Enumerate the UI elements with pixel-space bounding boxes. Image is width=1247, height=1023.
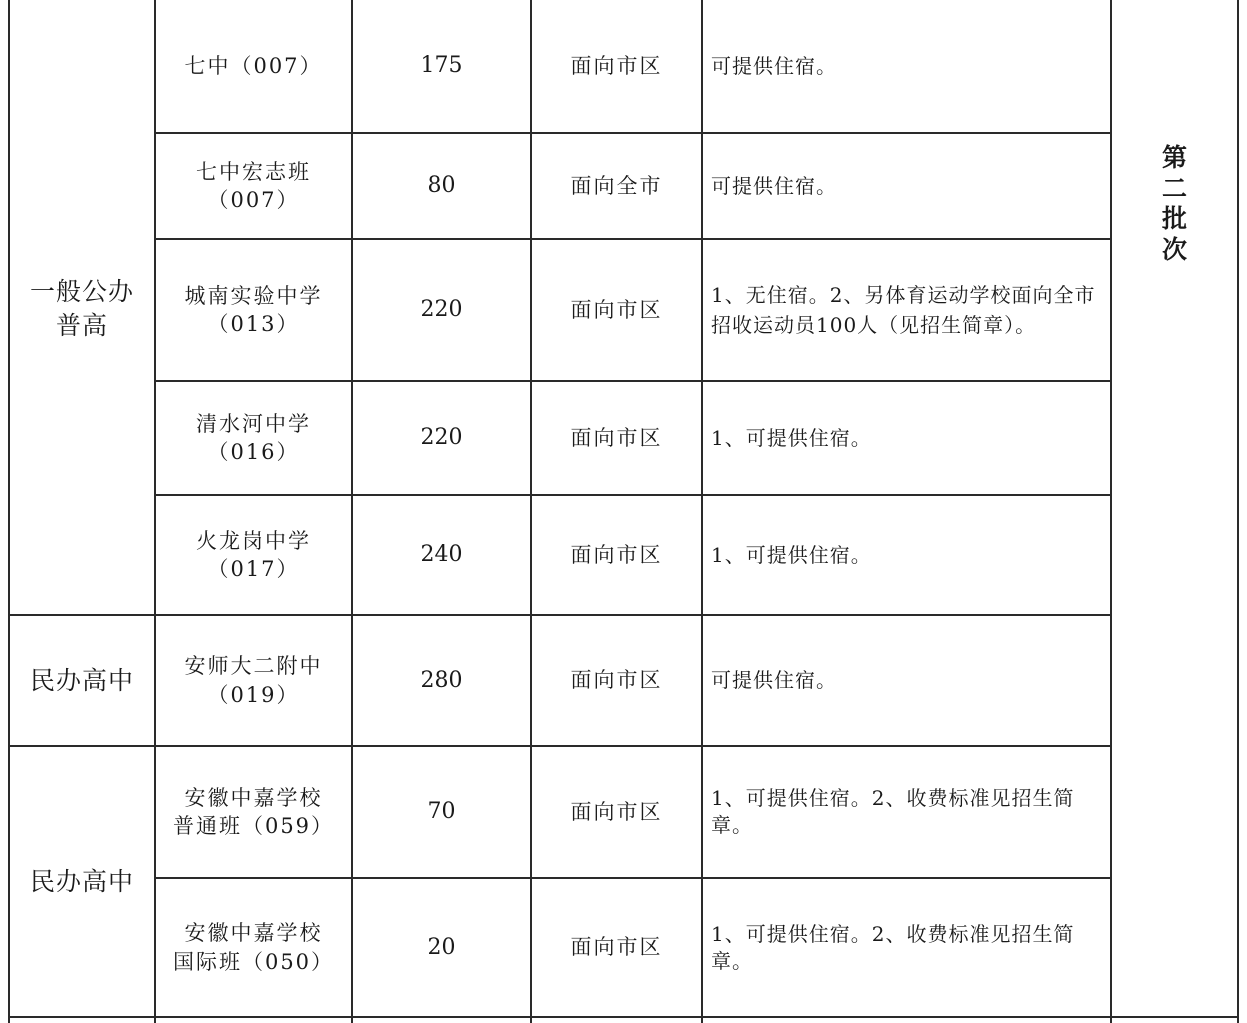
table-row-school: 七中（007） — [184, 53, 323, 78]
table-row-quota: 220 — [420, 297, 463, 323]
group-type-public: 一般公办 普高 — [29, 277, 134, 340]
table-row-school: 清水河中学 （016） — [196, 411, 311, 464]
table-row-note: 可提供住宿。 — [711, 53, 837, 78]
batch-label — [1112, 0, 1237, 1016]
table-row-scope: 面向全市 — [570, 173, 663, 198]
table-row-scope: 面向市区 — [570, 668, 663, 693]
table-row-quota: 175 — [420, 53, 463, 79]
table-row-scope: 面向市区 — [570, 799, 663, 824]
table-row-note: 1、可提供住宿。 — [711, 542, 872, 567]
table-row-note: 1、无住宿。2、另体育运动学校面向全市招收运动员100人（见招生简章）。 — [711, 283, 1096, 337]
table-row-quota: 20 — [427, 934, 456, 960]
grid-line-bottom — [8, 1016, 1239, 1018]
table-row-school: 七中宏志班 （007） — [196, 159, 311, 212]
table-row-quota: 280 — [420, 667, 463, 693]
grid-line-v6 — [1237, 0, 1239, 1023]
table-row-note: 1、可提供住宿。 — [711, 425, 872, 450]
table-row-quota: 240 — [420, 542, 463, 568]
table-row-school: 火龙岗中学 （017） — [196, 528, 311, 581]
table-row-note: 1、可提供住宿。2、收费标准见招生简章。 — [711, 921, 1075, 973]
batch-char-2: 二 — [1161, 173, 1187, 203]
table-row-school: 安徽中嘉学校 国际班（050） — [172, 921, 335, 974]
table-row-school: 安徽中嘉学校 普通班（059） — [172, 785, 335, 838]
group-type-private-1: 民办高中 — [29, 665, 134, 695]
table-row-scope: 面向市区 — [570, 425, 663, 450]
table-row-scope: 面向市区 — [570, 935, 663, 960]
table-row-scope: 面向市区 — [570, 53, 663, 78]
table-row-note: 可提供住宿。 — [711, 668, 837, 692]
group-type-private-2: 民办高中 — [29, 866, 134, 896]
table-row-scope: 面向市区 — [570, 542, 663, 567]
table-row-note: 1、可提供住宿。2、收费标准见招生简章。 — [711, 786, 1075, 837]
table-row-quota: 70 — [427, 799, 456, 825]
batch-char-1: 第 — [1161, 143, 1187, 172]
table-row-school: 安师大二附中 （019） — [184, 654, 323, 707]
table-row-scope: 面向市区 — [570, 297, 663, 322]
table-row-note: 可提供住宿。 — [711, 173, 837, 198]
batch-char-3: 批 — [1161, 204, 1187, 233]
table-row-school: 城南实验中学 （013） — [184, 283, 323, 336]
batch-char-4: 次 — [1161, 234, 1187, 264]
table-row-quota: 80 — [427, 173, 456, 199]
table-row-quota: 220 — [420, 425, 463, 451]
